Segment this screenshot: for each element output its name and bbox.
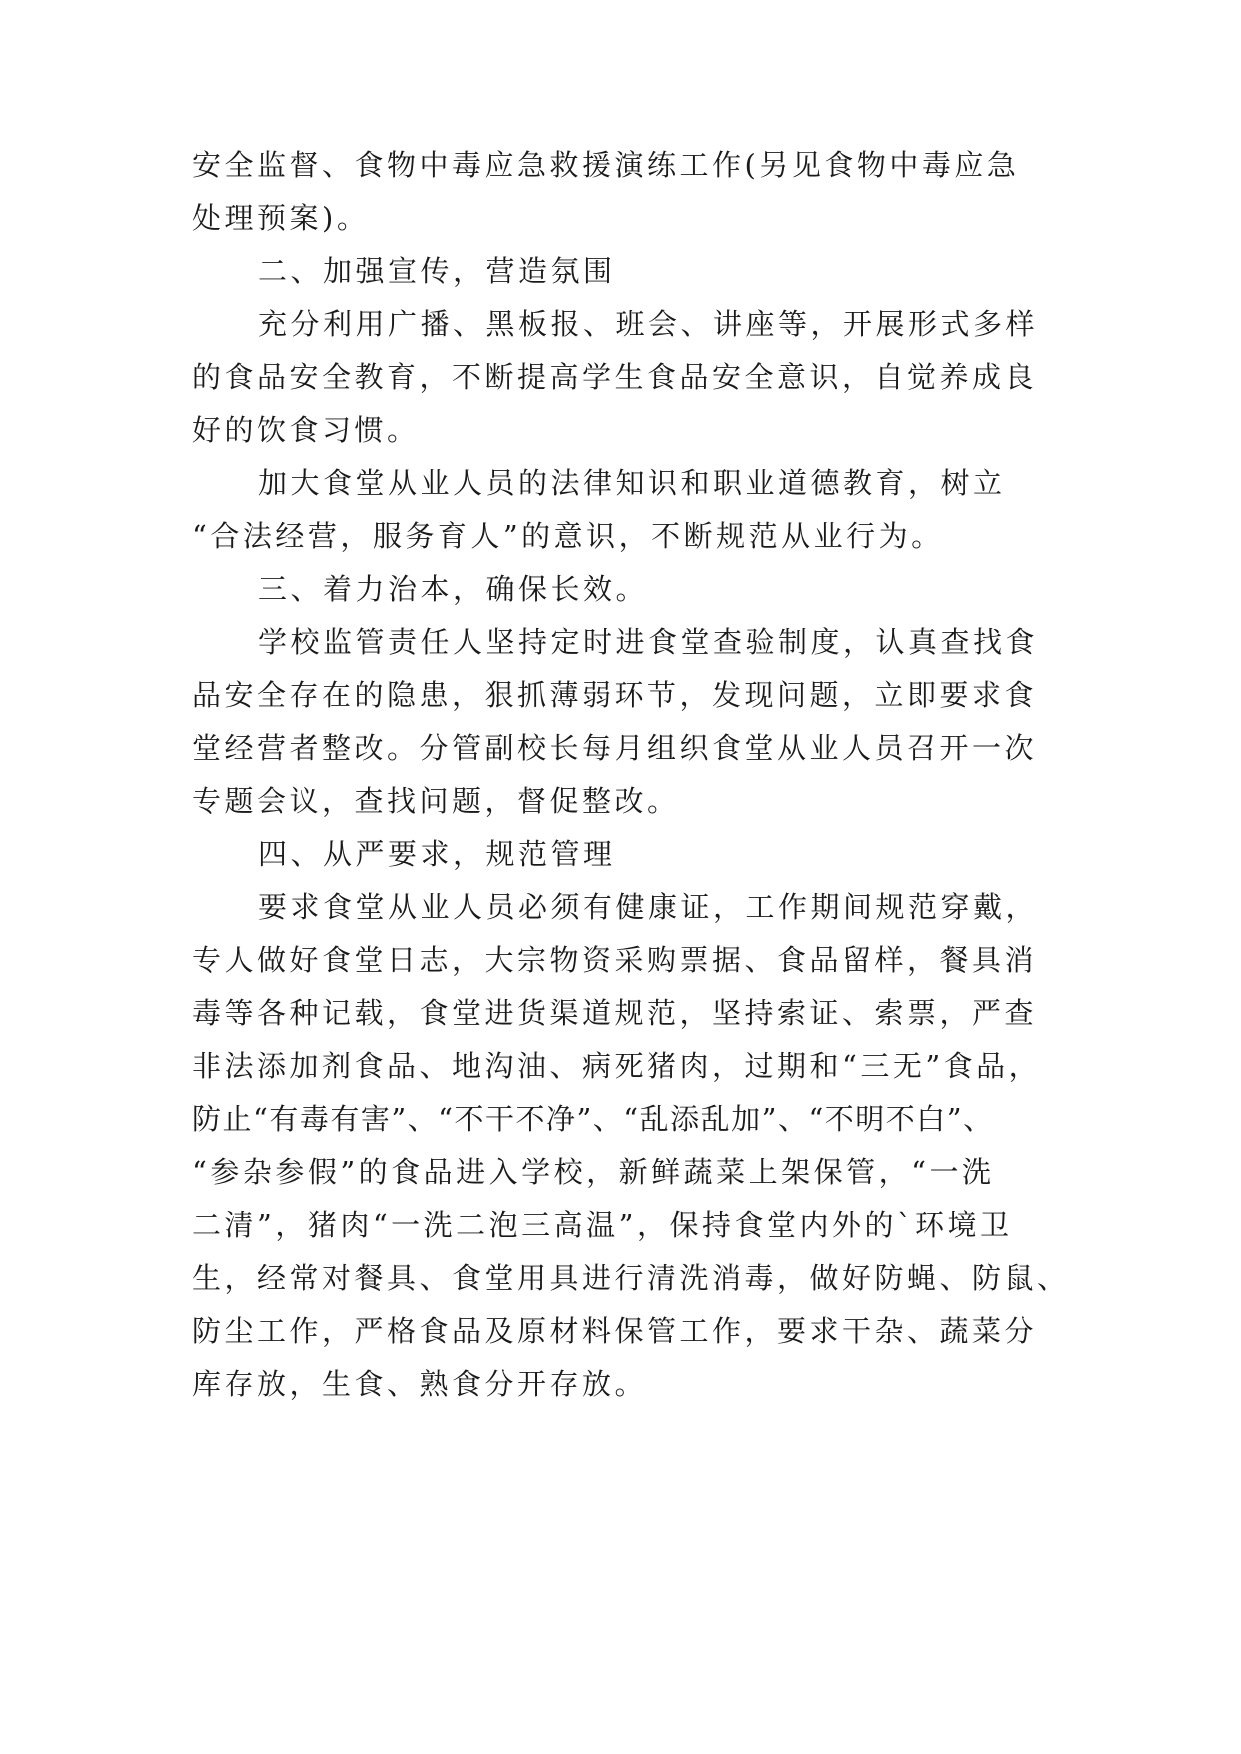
text-line: 非法添加剂食品、地沟油、病死猪肉，过期和“三无”食品，: [192, 1049, 1042, 1083]
text-line: “合法经营，服务育人”的意识，不断规范从业行为。: [192, 519, 944, 553]
section-heading: 四、从严要求，规范管理: [258, 837, 616, 871]
section-heading: 二、加强宣传，营造氛围: [258, 254, 616, 288]
text-line: 毒等各种记载，食堂进货渠道规范，坚持索证、索票，严查: [192, 996, 1038, 1030]
text-line: 学校监管责任人坚持定时进食堂查验制度，认真查找食: [258, 625, 1039, 659]
text-line: 二清”，猪肉“一洗二泡三高温”，保持食堂内外的`环境卫: [192, 1208, 1013, 1242]
text-line: 加大食堂从业人员的法律知识和职业道德教育，树立: [258, 466, 1006, 500]
text-line: 充分利用广播、黑板报、班会、讲座等，开展形式多样: [258, 307, 1039, 341]
text-line: 堂经营者整改。分管副校长每月组织食堂从业人员召开一次: [192, 731, 1038, 765]
text-line: 生，经常对餐具、食堂用具进行清洗消毒，做好防蝇、防鼠、: [192, 1261, 1070, 1295]
text-line: 专人做好食堂日志，大宗物资采购票据、食品留样，餐具消: [192, 943, 1038, 977]
text-line: 库存放，生食、熟食分开存放。: [192, 1367, 648, 1401]
section-heading: 三、着力治本，确保长效。: [258, 572, 649, 606]
text-line: 防止“有毒有害”、“不干不净”、“乱添乱加”、“不明不白”、: [192, 1102, 994, 1136]
text-line: 的食品安全教育，不断提高学生食品安全意识，自觉养成良: [192, 360, 1038, 394]
text-line: 处理预案)。: [192, 201, 370, 235]
text-line: 防尘工作，严格食品及原材料保管工作，要求干杂、蔬菜分: [192, 1314, 1038, 1348]
text-line: “参杂参假”的食品进入学校，新鲜蔬菜上架保管，“一洗: [192, 1155, 995, 1189]
text-line: 要求食堂从业人员必须有健康证，工作期间规范穿戴，: [258, 890, 1039, 924]
text-line: 好的饮食习惯。: [192, 413, 420, 447]
text-line: 品安全存在的隐患，狠抓薄弱环节，发现问题，立即要求食: [192, 678, 1038, 712]
text-line: 安全监督、食物中毒应急救援演练工作(另见食物中毒应急: [192, 148, 1020, 182]
text-line: 专题会议，查找问题，督促整改。: [192, 784, 680, 818]
